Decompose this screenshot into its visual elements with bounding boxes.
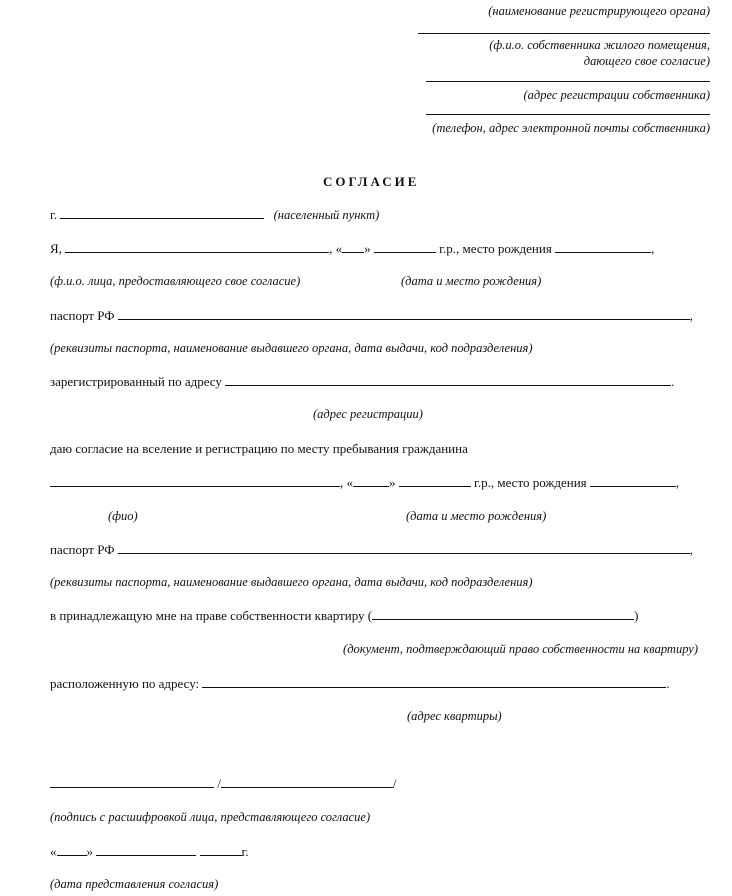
citizen-close-quote: » — [389, 475, 396, 490]
contacts-caption: (телефон, адрес электронной почты собственника) — [432, 121, 710, 135]
date-month-field[interactable] — [96, 844, 196, 856]
owner-fio-caption: (ф.и.о. лица, предоставляющего свое согласие) — [50, 274, 301, 288]
citizen-birth-month-field[interactable] — [399, 475, 471, 487]
owner-line — [50, 241, 654, 256]
owner-line-end: , — [651, 241, 655, 256]
signature-caption: (подпись с расшифровкой лица, представляющего согласие) — [50, 810, 371, 824]
located-caption: (адрес квартиры) — [407, 709, 502, 723]
registered-label: зарегистрированный по адресу — [50, 374, 222, 389]
document-title: СОГЛАСИЕ — [323, 174, 420, 189]
citizen-line — [50, 475, 679, 490]
date-day-field[interactable] — [57, 844, 87, 856]
citizen-sep: , « — [340, 475, 353, 490]
owner-year-birthplace: г.р., место рождения — [439, 241, 552, 256]
owner-address-line[interactable] — [426, 81, 710, 82]
citizen-passport-label: паспорт РФ — [50, 542, 115, 557]
consent-text: даю согласие на вселение и регистрацию по месту пребывания гражданина — [50, 441, 468, 456]
signature-slash-1: / — [217, 776, 221, 791]
property-document-field[interactable] — [372, 608, 634, 620]
address-caption: (адрес регистрации собственника) — [523, 88, 710, 102]
property-end: ) — [634, 608, 639, 623]
city-field[interactable] — [60, 207, 264, 219]
owner-birth-day-field[interactable] — [342, 241, 364, 253]
registered-address-field[interactable] — [225, 374, 671, 386]
citizen-date-place-caption: (дата и место рождения) — [406, 509, 547, 523]
owner-birth-month-field[interactable] — [374, 241, 436, 253]
registered-line — [50, 374, 674, 389]
citizen-birthplace-field[interactable] — [590, 475, 676, 487]
date-open-quote: « — [50, 844, 57, 859]
located-line — [50, 676, 670, 691]
owner-birthplace-field[interactable] — [555, 241, 651, 253]
citizen-year-birthplace: г.р., место рождения — [474, 475, 587, 490]
date-year-field[interactable] — [200, 844, 242, 856]
city-prefix: г. — [50, 207, 58, 222]
registered-end: . — [671, 374, 675, 389]
date-year-suffix: г. — [241, 844, 249, 859]
signature-slash-2: / — [392, 776, 397, 791]
owner-prefix: Я, — [50, 241, 62, 256]
citizen-fio-field[interactable] — [50, 475, 340, 487]
owner-caption-line1: (ф.и.о. собственника жилого помещения, — [489, 38, 710, 52]
citizen-line-end: , — [675, 475, 680, 490]
city-caption: (населенный пункт) — [273, 208, 380, 222]
owner-passport-end: , — [689, 308, 693, 323]
citizen-passport-caption: (реквизиты паспорта, наименование выдавшего органа, дата выдачи, код подразделения) — [50, 575, 533, 589]
property-line — [50, 608, 638, 623]
date-close-quote: » — [86, 844, 93, 859]
signature-field[interactable] — [50, 776, 214, 788]
citizen-passport-line — [50, 542, 693, 557]
owner-passport-label: паспорт РФ — [50, 308, 115, 323]
date-caption: (дата представления согласия) — [50, 877, 219, 891]
signature-decoding-field[interactable] — [221, 776, 393, 788]
registered-caption: (адрес регистрации) — [313, 407, 423, 421]
owner-name-line[interactable] — [418, 33, 710, 34]
owner-sep: , « — [329, 241, 343, 256]
located-end: . — [666, 676, 670, 691]
organ-caption: (наименование регистрирующего органа) — [488, 4, 710, 18]
owner-fio-field[interactable] — [65, 241, 329, 253]
owner-passport-caption: (реквизиты паспорта, наименование выдавшего органа, дата выдачи, код подразделения) — [50, 341, 533, 355]
signature-line — [50, 776, 397, 791]
citizen-birth-day-field[interactable] — [353, 475, 389, 487]
owner-caption-line2: дающего свое согласие) — [583, 54, 710, 68]
apartment-address-field[interactable] — [202, 676, 666, 688]
owner-close-quote: » — [364, 241, 371, 256]
located-label: расположенную по адресу: — [50, 676, 200, 691]
owner-date-place-caption: (дата и место рождения) — [401, 274, 542, 288]
property-label: в принадлежащую мне на праве собственности квартиру ( — [50, 608, 373, 623]
property-caption: (документ, подтверждающий право собственности на квартиру) — [343, 642, 698, 656]
owner-passport-line — [50, 308, 693, 323]
citizen-passport-field[interactable] — [118, 542, 690, 554]
citizen-passport-end: , — [689, 542, 693, 557]
owner-passport-field[interactable] — [118, 308, 690, 320]
citizen-fio-caption: (фио) — [108, 509, 138, 523]
date-line — [50, 844, 249, 859]
city-line — [50, 207, 379, 223]
owner-contacts-line[interactable] — [426, 114, 710, 115]
